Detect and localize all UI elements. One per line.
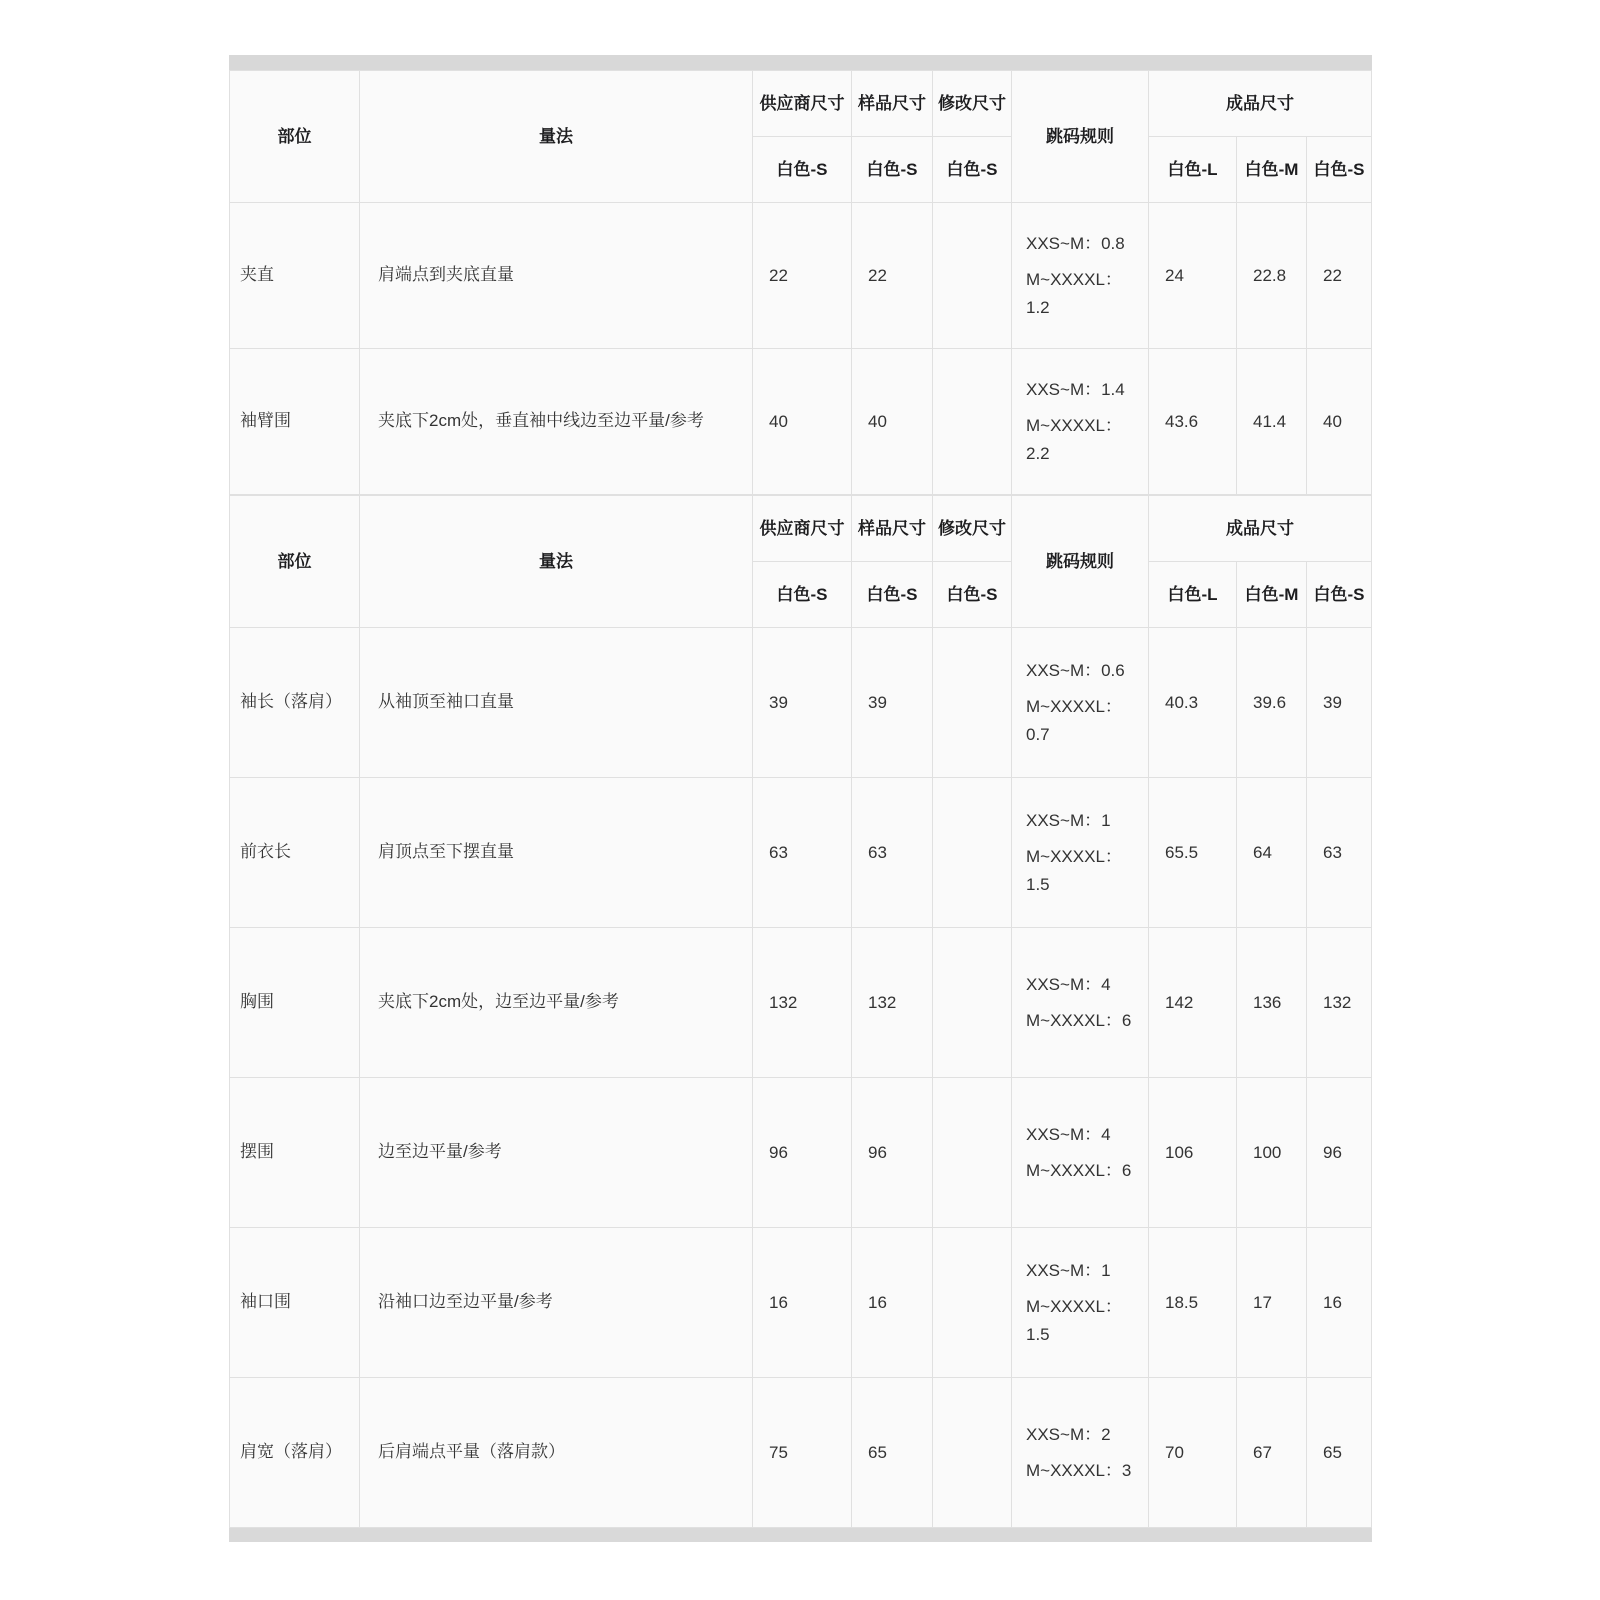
cell-grading-rule <box>1012 349 1149 495</box>
cell-finished-l: 40.3 <box>1149 628 1237 778</box>
cell-modified-size <box>933 349 1012 495</box>
cell-finished-l: 70 <box>1149 1378 1237 1528</box>
cell-modified-size <box>933 1078 1012 1228</box>
cell-finished-s: 22 <box>1307 203 1372 349</box>
cell-finished-l: 18.5 <box>1149 1228 1237 1378</box>
grading-line-1: XXS~M：1 <box>1026 1261 1111 1281</box>
cell-part: 摆围 <box>230 1078 360 1228</box>
subcol-modified-white-s: 白色-S <box>933 562 1012 628</box>
subcol-sample-white-s: 白色-S <box>852 562 933 628</box>
cell-finished-s: 40 <box>1307 349 1372 495</box>
table-bottom-strip <box>229 1528 1372 1542</box>
cell-modified-size <box>933 778 1012 928</box>
subcol-finished-white-m: 白色-M <box>1237 137 1307 203</box>
cell-modified-size <box>933 1228 1012 1378</box>
cell-finished-s: 65 <box>1307 1378 1372 1528</box>
cell-supplier-size: 16 <box>753 1228 852 1378</box>
cell-finished-s: 39 <box>1307 628 1372 778</box>
cell-method: 肩顶点至下摆直量 <box>360 778 753 928</box>
grading-line-2: M~XXXXL：0.7 <box>1026 697 1122 744</box>
col-header-method: 量法 <box>360 496 753 628</box>
cell-sample-size: 40 <box>852 349 933 495</box>
cell-finished-m: 100 <box>1237 1078 1307 1228</box>
cell-supplier-size: 39 <box>753 628 852 778</box>
cell-finished-l: 65.5 <box>1149 778 1237 928</box>
subcol-modified-white-s: 白色-S <box>933 137 1012 203</box>
cell-finished-s: 132 <box>1307 928 1372 1078</box>
cell-finished-m: 22.8 <box>1237 203 1307 349</box>
cell-modified-size <box>933 1378 1012 1528</box>
cell-finished-m: 136 <box>1237 928 1307 1078</box>
table-row <box>230 349 1372 495</box>
cell-grading-rule <box>1012 1228 1149 1378</box>
cell-supplier-size: 40 <box>753 349 852 495</box>
header-row-main <box>230 496 1372 562</box>
grading-line-2: M~XXXXL：6 <box>1026 1161 1132 1180</box>
cell-grading-rule <box>1012 1378 1149 1528</box>
cell-sample-size: 132 <box>852 928 933 1078</box>
col-header-part: 部位 <box>230 71 360 203</box>
cell-method: 边至边平量/参考 <box>360 1078 753 1228</box>
cell-grading-rule <box>1012 928 1149 1078</box>
cell-modified-size <box>933 203 1012 349</box>
col-header-supplier-size: 供应商尺寸 <box>753 496 852 562</box>
grading-line-1: XXS~M：4 <box>1026 1124 1111 1144</box>
table-row <box>230 928 1372 1078</box>
cell-finished-l: 142 <box>1149 928 1237 1078</box>
col-header-sample-size: 样品尺寸 <box>852 71 933 137</box>
cell-sample-size: 16 <box>852 1228 933 1378</box>
cell-finished-s: 96 <box>1307 1078 1372 1228</box>
table-header <box>230 71 1372 203</box>
cell-method: 夹底下2cm处，垂直袖中线边至边平量/参考 <box>360 349 753 495</box>
grading-line-1: XXS~M：0.8 <box>1026 234 1125 254</box>
spec-table-section <box>229 495 1372 1528</box>
cell-supplier-size: 132 <box>753 928 852 1078</box>
grading-line-1: XXS~M：4 <box>1026 974 1111 994</box>
subcol-finished-white-l: 白色-L <box>1149 562 1237 628</box>
cell-finished-s: 63 <box>1307 778 1372 928</box>
col-header-method: 量法 <box>360 71 753 203</box>
grading-line-1: XXS~M：1 <box>1026 811 1111 831</box>
grading-line-2: M~XXXXL：6 <box>1026 1011 1132 1030</box>
col-header-grading-rule: 跳码规则 <box>1012 71 1149 203</box>
cell-method: 肩端点到夹底直量 <box>360 203 753 349</box>
subcol-supplier-white-s: 白色-S <box>753 137 852 203</box>
cell-sample-size: 65 <box>852 1378 933 1528</box>
cell-sample-size: 39 <box>852 628 933 778</box>
header-row-main <box>230 71 1372 137</box>
cell-part: 肩宽（落肩） <box>230 1378 360 1528</box>
cell-finished-m: 17 <box>1237 1228 1307 1378</box>
col-header-finished-size: 成品尺寸 <box>1149 496 1372 562</box>
col-header-sample-size: 样品尺寸 <box>852 496 933 562</box>
grading-line-2: M~XXXXL：1.5 <box>1026 1297 1122 1344</box>
subcol-sample-white-s: 白色-S <box>852 137 933 203</box>
cell-part: 胸围 <box>230 928 360 1078</box>
grading-line-2: M~XXXXL：2.2 <box>1026 416 1122 463</box>
spec-table-section <box>229 70 1372 495</box>
grading-line-1: XXS~M：1.4 <box>1026 380 1125 400</box>
col-header-finished-size: 成品尺寸 <box>1149 71 1372 137</box>
table-row <box>230 778 1372 928</box>
cell-supplier-size: 63 <box>753 778 852 928</box>
table-row <box>230 1078 1372 1228</box>
cell-sample-size: 96 <box>852 1078 933 1228</box>
cell-modified-size <box>933 628 1012 778</box>
cell-finished-s: 16 <box>1307 1228 1372 1378</box>
subcol-supplier-white-s: 白色-S <box>753 562 852 628</box>
cell-supplier-size: 22 <box>753 203 852 349</box>
cell-grading-rule <box>1012 778 1149 928</box>
cell-supplier-size: 75 <box>753 1378 852 1528</box>
table-row <box>230 1378 1372 1528</box>
table-body <box>230 628 1372 1528</box>
table-sections <box>229 70 1372 1528</box>
grading-line-1: XXS~M：0.6 <box>1026 661 1125 681</box>
table-header <box>230 496 1372 628</box>
cell-method: 从袖顶至袖口直量 <box>360 628 753 778</box>
subcol-finished-white-s: 白色-S <box>1307 562 1372 628</box>
grading-line-2: M~XXXXL：3 <box>1026 1461 1132 1480</box>
cell-finished-l: 43.6 <box>1149 349 1237 495</box>
col-header-supplier-size: 供应商尺寸 <box>753 71 852 137</box>
table-body <box>230 203 1372 495</box>
cell-part: 袖长（落肩） <box>230 628 360 778</box>
table-row <box>230 628 1372 778</box>
cell-method: 夹底下2cm处，边至边平量/参考 <box>360 928 753 1078</box>
cell-sample-size: 22 <box>852 203 933 349</box>
cell-method: 沿袖口边至边平量/参考 <box>360 1228 753 1378</box>
cell-finished-l: 24 <box>1149 203 1237 349</box>
grading-line-2: M~XXXXL：1.5 <box>1026 847 1122 894</box>
grading-line-2: M~XXXXL：1.2 <box>1026 270 1122 317</box>
subcol-finished-white-s: 白色-S <box>1307 137 1372 203</box>
cell-grading-rule <box>1012 628 1149 778</box>
table-top-strip <box>229 55 1372 70</box>
cell-finished-m: 39.6 <box>1237 628 1307 778</box>
cell-finished-l: 106 <box>1149 1078 1237 1228</box>
col-header-part: 部位 <box>230 496 360 628</box>
cell-supplier-size: 96 <box>753 1078 852 1228</box>
cell-finished-m: 67 <box>1237 1378 1307 1528</box>
cell-sample-size: 63 <box>852 778 933 928</box>
cell-finished-m: 64 <box>1237 778 1307 928</box>
col-header-grading-rule: 跳码规则 <box>1012 496 1149 628</box>
grading-line-1: XXS~M：2 <box>1026 1424 1111 1444</box>
cell-part: 夹直 <box>230 203 360 349</box>
cell-grading-rule <box>1012 203 1149 349</box>
cell-part: 袖口围 <box>230 1228 360 1378</box>
table-row <box>230 1228 1372 1378</box>
cell-part: 前衣长 <box>230 778 360 928</box>
size-spec-table <box>229 55 1372 1542</box>
table-row <box>230 203 1372 349</box>
col-header-modified-size: 修改尺寸 <box>933 496 1012 562</box>
cell-finished-m: 41.4 <box>1237 349 1307 495</box>
col-header-modified-size: 修改尺寸 <box>933 71 1012 137</box>
subcol-finished-white-m: 白色-M <box>1237 562 1307 628</box>
subcol-finished-white-l: 白色-L <box>1149 137 1237 203</box>
cell-method: 后肩端点平量（落肩款） <box>360 1378 753 1528</box>
cell-part: 袖臂围 <box>230 349 360 495</box>
cell-grading-rule <box>1012 1078 1149 1228</box>
cell-modified-size <box>933 928 1012 1078</box>
